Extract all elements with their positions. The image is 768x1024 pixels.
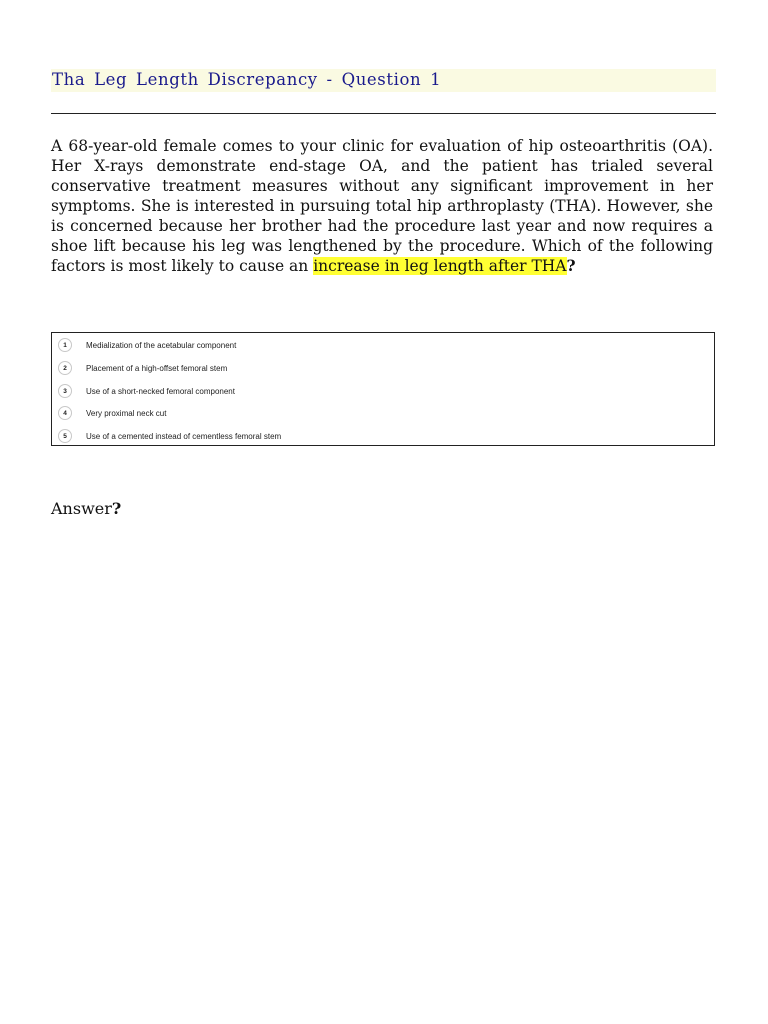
option-5[interactable] [52, 425, 714, 447]
answer-options [51, 332, 715, 446]
option-label: Very proximal neck cut [86, 408, 167, 418]
question-stem [51, 136, 713, 276]
option-number-badge: 2 [58, 361, 72, 375]
answer-mark: ? [111, 499, 122, 518]
option-label: Medialization of the acetabular component [86, 340, 237, 350]
option-number-badge: 5 [58, 429, 72, 443]
option-number-badge: 1 [58, 338, 72, 352]
page-title: Tha Leg Length Discrepancy - Question 1 [52, 70, 442, 89]
answer-prompt [51, 499, 121, 518]
question-end-mark: ? [566, 256, 576, 275]
option-number-badge: 4 [58, 406, 72, 420]
option-4[interactable] [52, 402, 714, 424]
answer-label: Answer [51, 499, 112, 518]
option-label: Use of a cemented instead of cementless femoral stem [86, 431, 282, 441]
option-1[interactable] [52, 334, 714, 356]
option-label: Use of a short-necked femoral component [86, 386, 235, 396]
title-divider [51, 113, 716, 114]
question-highlight: increase in leg length after THA [313, 257, 567, 275]
question-body: A 68-year-old female comes to your clinic for evaluation of hip osteoarthritis (OA). Her X-rays demonstrate end-stage OA, and the patient has trialed several conservative treatment measures without any significant improvement in her symptoms. She is interested in pursuing total hip arthroplasty (THA). However, she is concerned because her brother had the procedure last year and now requires a shoe lift because his leg was lengthened by the procedure. Which of the following factors is most likely to cause an [51, 137, 713, 275]
option-label: Placement of a high-offset femoral stem [86, 363, 228, 373]
option-2[interactable] [52, 357, 714, 379]
option-number-badge: 3 [58, 384, 72, 398]
option-3[interactable] [52, 380, 714, 402]
